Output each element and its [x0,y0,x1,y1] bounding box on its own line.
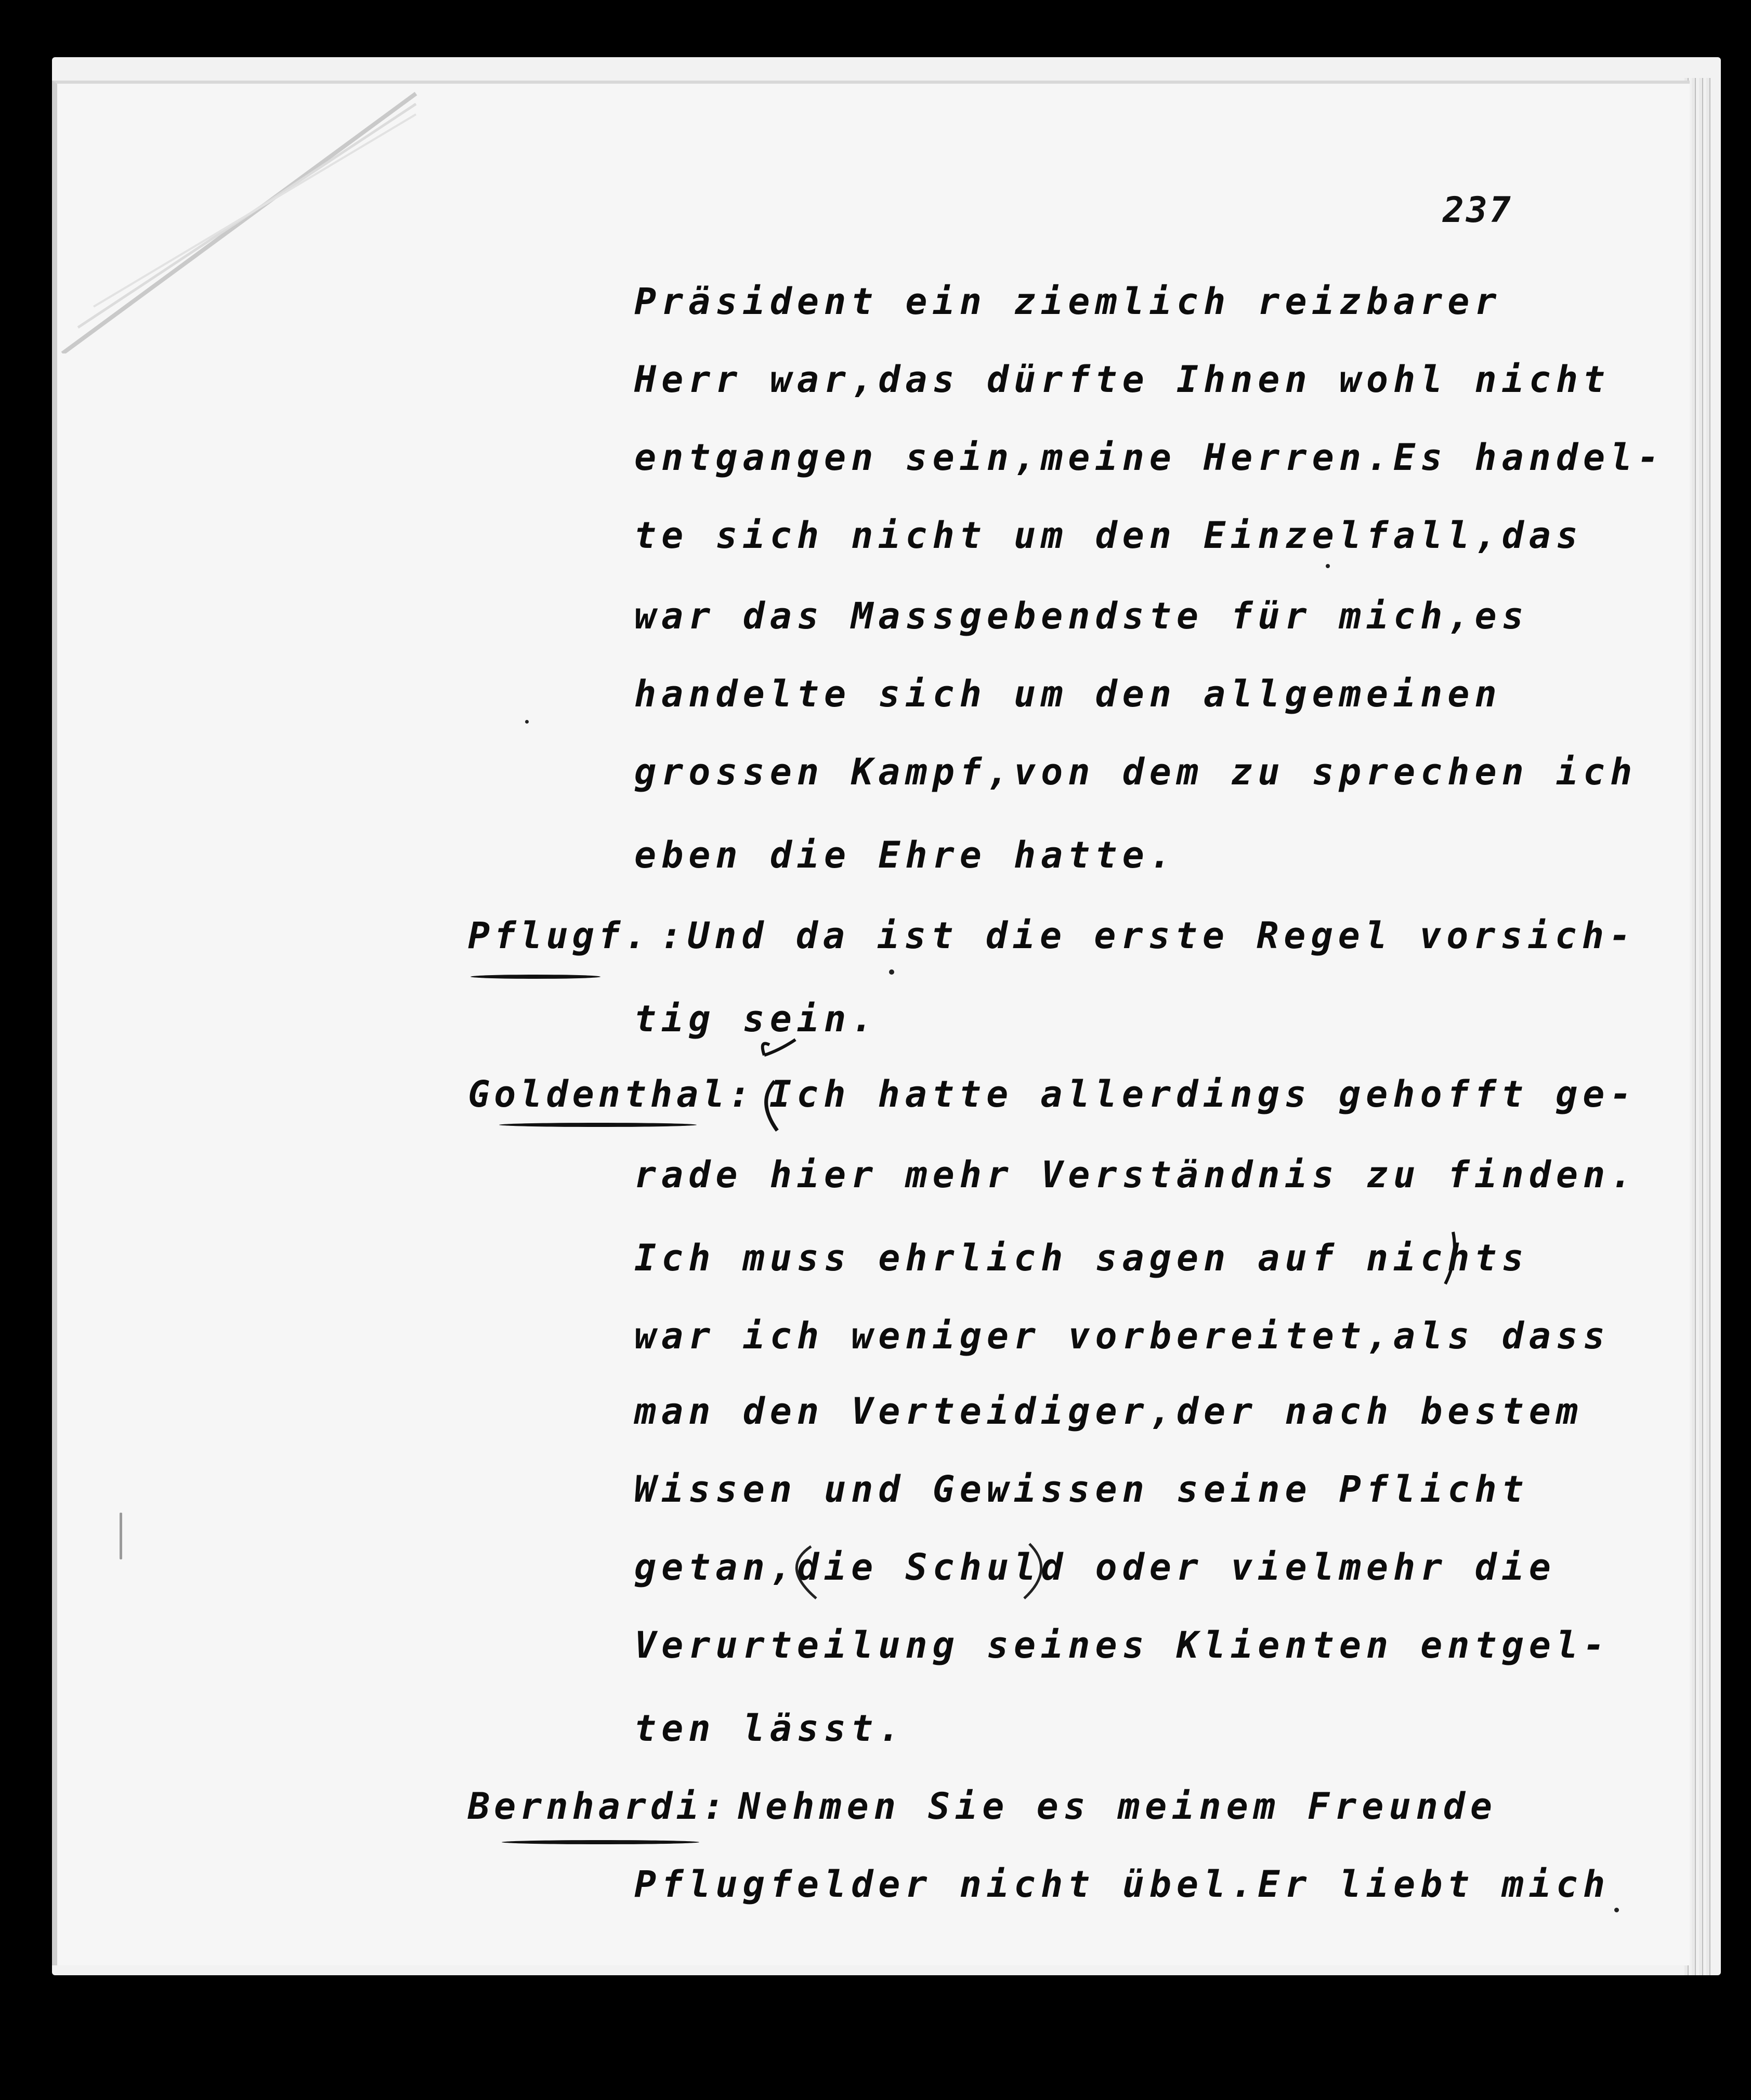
text-line: Ich muss ehrlich sagen auf nichts [634,1237,1529,1279]
speaker-goldenthal: Goldenthal: [468,1073,755,1115]
page-number: 237 [1443,190,1513,231]
text-line: Pflugfelder nicht übel.Er liebt mich [634,1863,1611,1906]
text-line: grossen Kampf,von dem zu sprechen ich [634,751,1638,793]
text-line: war ich weniger vorbereitet,als dass [634,1315,1611,1357]
margin-mark [120,1513,122,1559]
text-line: getan,die Schuld oder vielmehr die [634,1546,1556,1589]
text-line: Herr war,das dürfte Ihnen wohl nicht [634,358,1611,401]
folded-corner-crease [57,83,421,353]
text-line: ten lässt. [634,1707,906,1750]
text-line: Präsident ein ziemlich reizbarer [634,280,1502,323]
ink-speck [1614,1908,1619,1912]
text-line: :Und da ist die erste Regel vorsich- [660,914,1637,957]
text-line: handelte sich um den allgemeinen [634,673,1502,715]
text-line: man den Verteidiger,der nach bestem [634,1390,1584,1433]
pen-bracket-mark [1435,1227,1466,1289]
text-line: Ich hatte allerdings gehofft ge- [769,1073,1637,1115]
ink-speck [525,720,529,724]
speaker-underline [502,1840,699,1844]
ink-speck [1326,564,1330,568]
text-line: war das Massgebendste für mich,es [634,595,1529,637]
text-line: eben die Ehre hatte. [634,834,1177,876]
speaker-pflugf: Pflugf. [468,914,651,957]
text-line: rade hier mehr Verständnis zu finden. [634,1153,1638,1196]
text-line: tig sein. [634,998,879,1040]
speaker-underline [471,975,600,979]
speaker-underline [499,1123,697,1127]
text-line: te sich nicht um den Einzelfall,das [634,514,1584,557]
text-line: Nehmen Sie es meinem Freunde [738,1785,1498,1828]
pen-circle-mark [780,1536,1050,1609]
ink-speck [889,969,894,975]
text-line: Wissen und Gewissen seine Pflicht [634,1468,1529,1511]
speaker-bernhardi: Bernhardi: [468,1785,729,1828]
text-line: entgangen sein,meine Herren.Es handel- [634,436,1665,479]
text-line: Verurteilung seines Klienten entgel- [634,1624,1611,1666]
